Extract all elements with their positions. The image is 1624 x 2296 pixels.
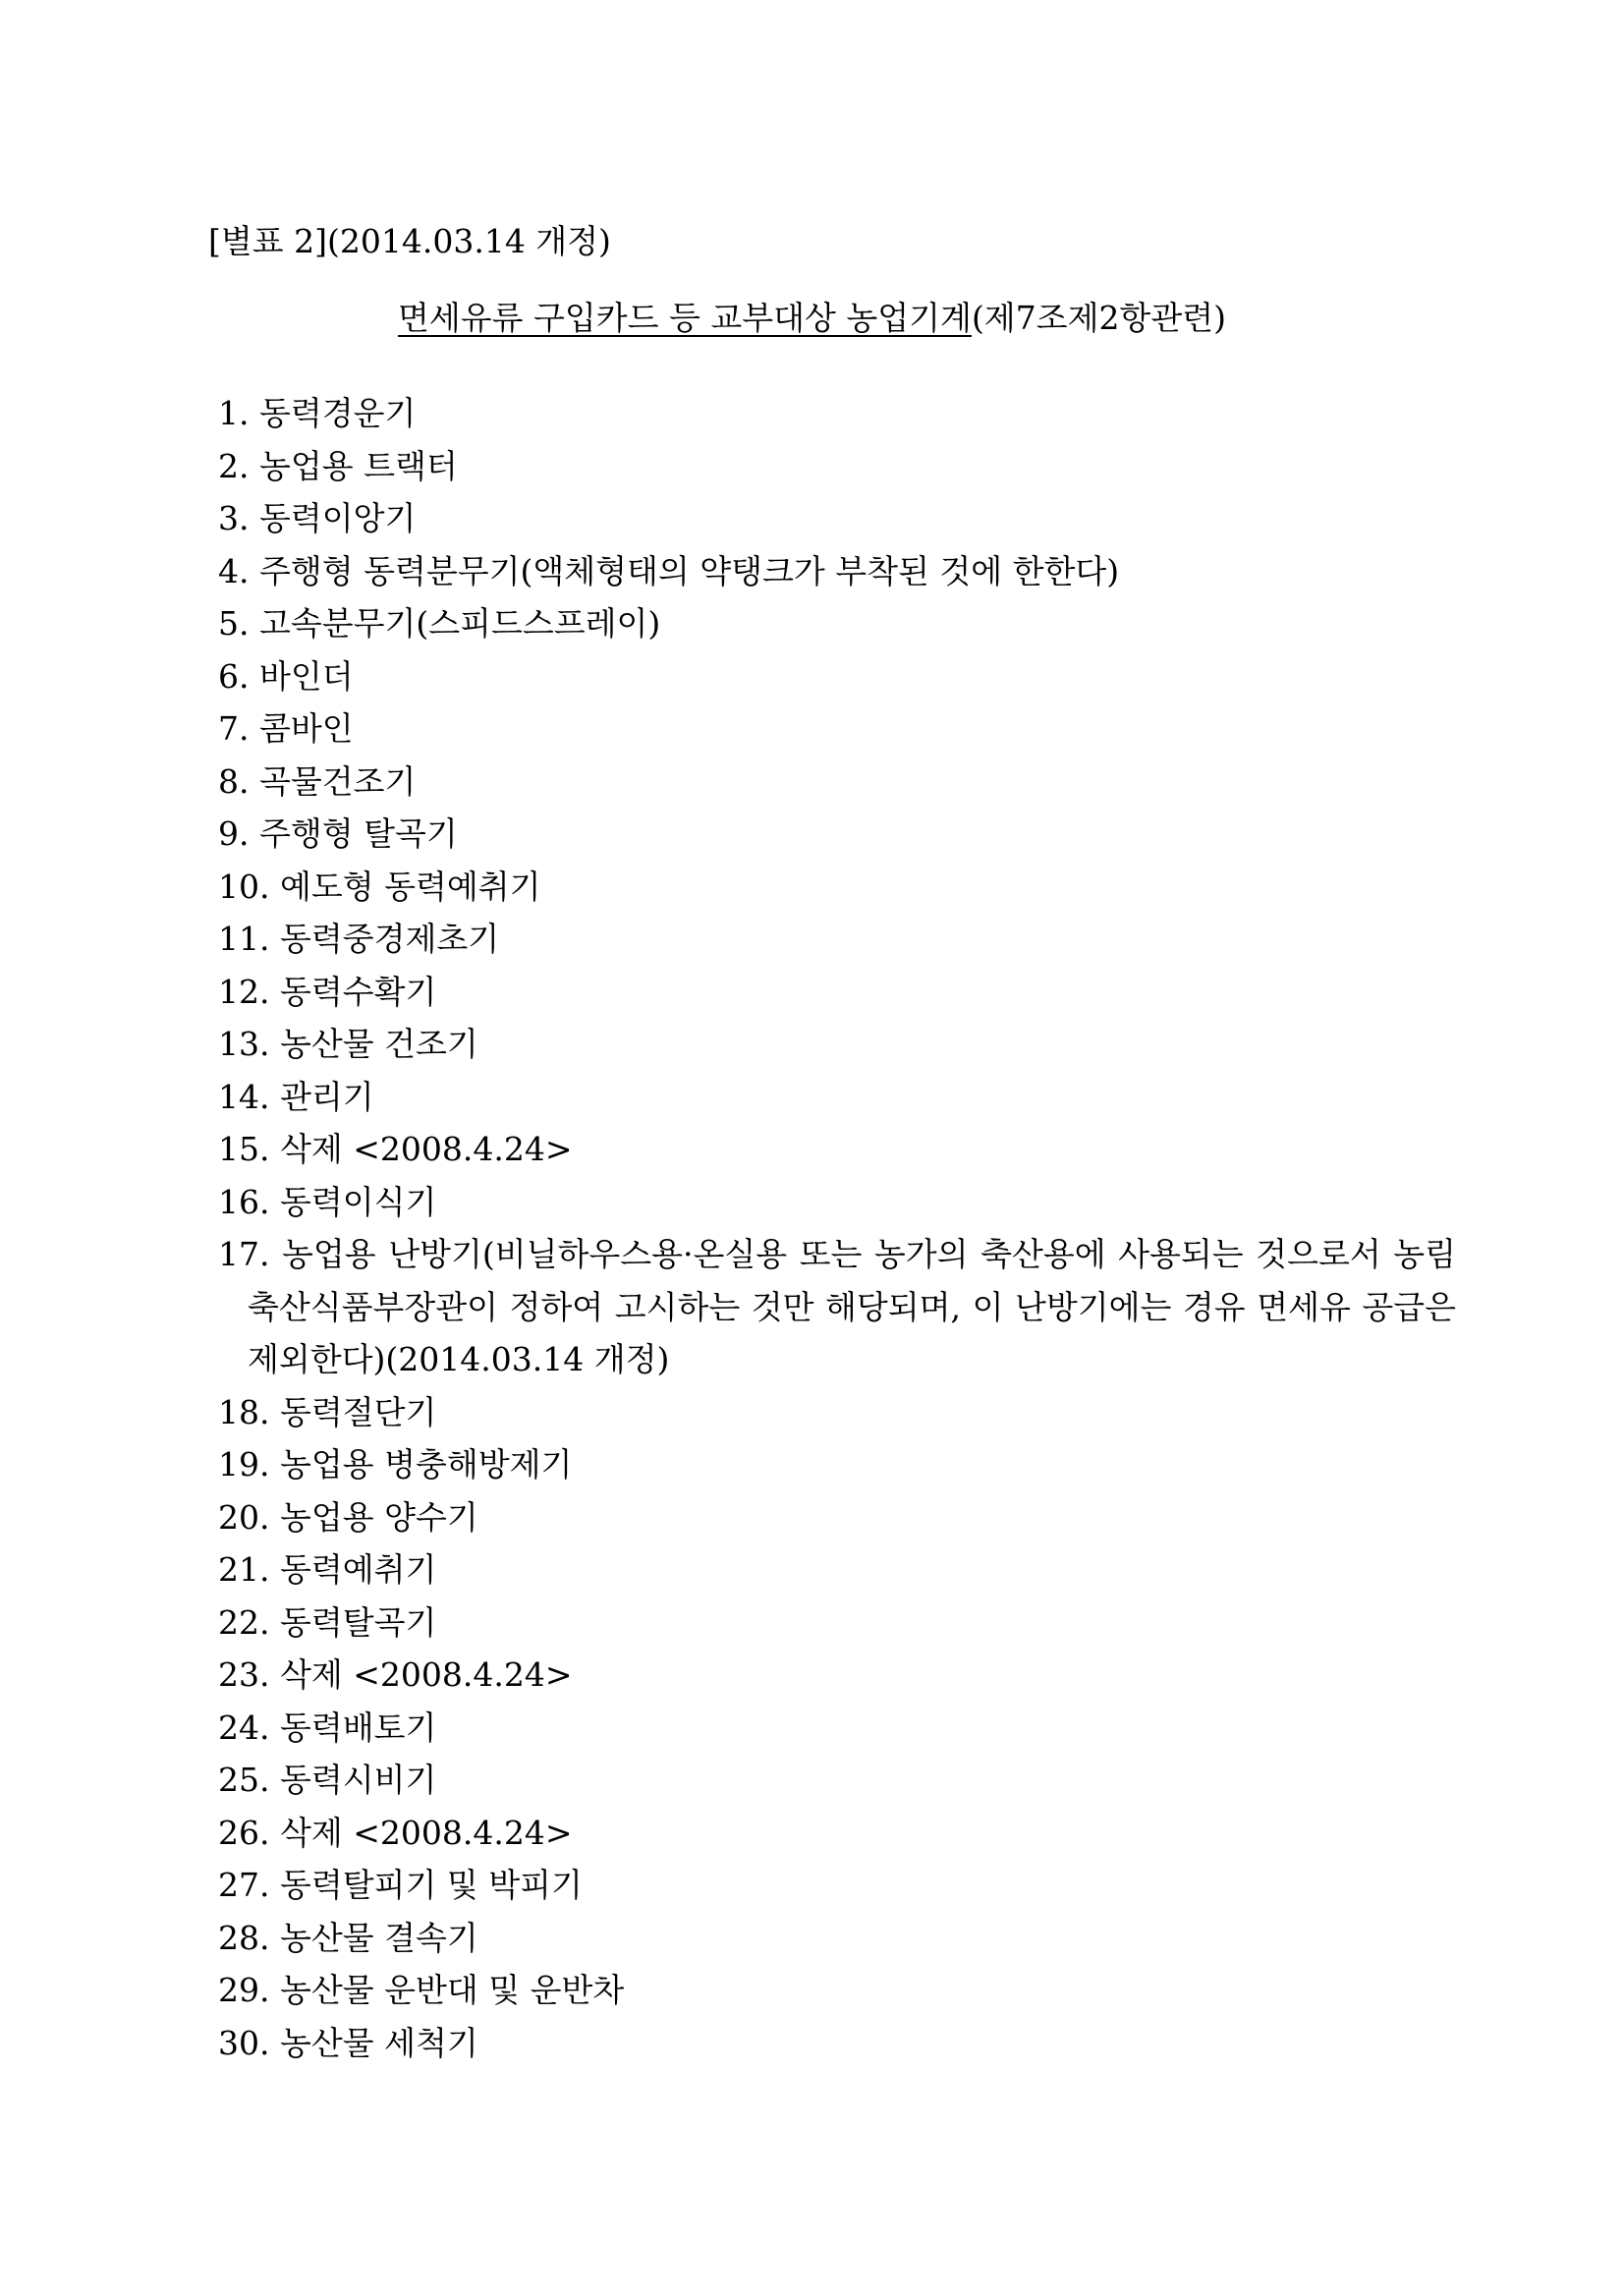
list-item: 2. 농업용 트랙터 bbox=[218, 446, 458, 485]
list-item: 23. 삭제 <2008.4.24> bbox=[218, 1655, 573, 1694]
list-item: 11. 동력중경제초기 bbox=[218, 920, 500, 958]
list-item: 12. 동력수확기 bbox=[218, 972, 437, 1011]
list-item: 27. 동력탈피기 및 박피기 bbox=[218, 1866, 583, 1904]
list-item: 10. 예도형 동력예취기 bbox=[218, 867, 541, 906]
list-item: 21. 동력예취기 bbox=[218, 1550, 437, 1589]
list-item: 26. 삭제 <2008.4.24> bbox=[218, 1813, 573, 1852]
list-item: 25. 동력시비기 bbox=[218, 1761, 437, 1799]
list-item: 16. 동력이식기 bbox=[218, 1182, 437, 1221]
list-item: 7. 콤바인 bbox=[218, 709, 354, 748]
list-item: 19. 농업용 병충해방제기 bbox=[218, 1445, 573, 1484]
list-item: 24. 동력배토기 bbox=[218, 1708, 437, 1747]
list-item: 20. 농업용 양수기 bbox=[218, 1497, 478, 1537]
list-item: 6. 바인더 bbox=[218, 656, 354, 696]
list-item: 18. 동력절단기 bbox=[218, 1392, 437, 1431]
list-item: 17. 농업용 난방기(비닐하우스용·온실용 또는 농가의 축산용에 사용되는 것으로서 농림축산식품부장관이 정하여 고시하는 것만 해당되며, 이 난방기에는 경유 면세유 공급은 제외한다)(2014.03.14 개정) bbox=[218, 1235, 1456, 1378]
list-item: 8. 곡물건조기 bbox=[218, 761, 417, 801]
list-item: 4. 주행형 동력분무기(액체형태의 약탱크가 부착된 것에 한한다) bbox=[218, 551, 1120, 590]
list-item: 30. 농산물 세척기 bbox=[218, 2023, 478, 2062]
list-item: 29. 농산물 운반대 및 운반차 bbox=[218, 1971, 625, 2009]
title-suffix: (제7조제2항관련) bbox=[971, 299, 1226, 337]
list-item: 14. 관리기 bbox=[218, 1077, 374, 1116]
list-item: 22. 동력탈곡기 bbox=[218, 1602, 437, 1642]
list-item: 28. 농산물 결속기 bbox=[218, 1918, 478, 1957]
list-item: 9. 주행형 탈곡기 bbox=[218, 814, 458, 853]
list-item: 13. 농산물 건조기 bbox=[218, 1025, 478, 1063]
list-item: 1. 동력경운기 bbox=[218, 394, 417, 432]
document-title bbox=[0, 295, 1624, 342]
list-item: 15. 삭제 <2008.4.24> bbox=[218, 1130, 573, 1168]
appendix-label: [별표 2](2014.03.14 개정) bbox=[208, 222, 611, 260]
machinery-list bbox=[218, 387, 1456, 2069]
title-main: 면세유류 구입카드 등 교부대상 농업기계 bbox=[398, 299, 972, 337]
list-item: 5. 고속분무기(스피드스프레이) bbox=[218, 604, 661, 643]
list-item: 3. 동력이앙기 bbox=[218, 499, 417, 537]
